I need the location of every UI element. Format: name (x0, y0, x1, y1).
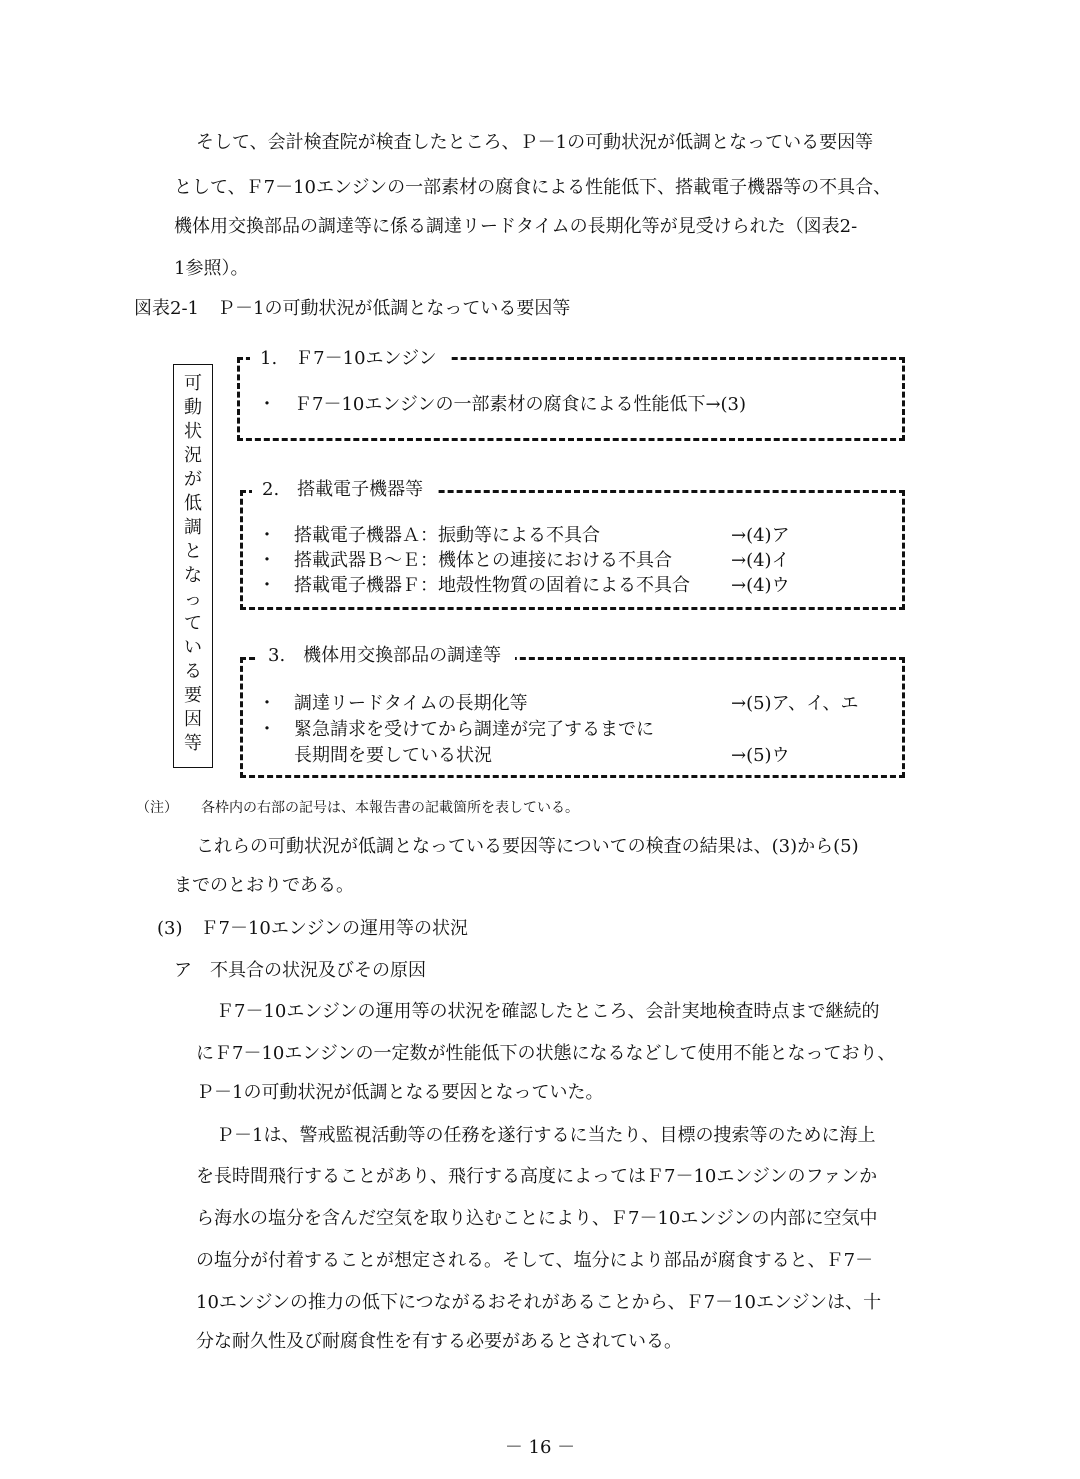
side-label-char: 可 (184, 373, 202, 394)
after-line-2: までのとおりである。 (174, 875, 354, 896)
factor-box-engine-title: 1. Ｆ7－10エンジン (250, 347, 451, 371)
list-item-bullet: ・ (258, 550, 276, 571)
para2-line-2: を長時間飛行することがあり、飛行する高度によってはＦ7－10エンジンのファンか (196, 1166, 878, 1187)
para1-line-3: Ｐ－1の可動状況が低調となる要因となっていた。 (196, 1082, 604, 1103)
side-label-char: っ (184, 589, 202, 610)
intro-line-2: として、Ｆ7－10エンジンの一部素材の腐食による性能低下、搭載電子機器等の不具合、 (174, 177, 892, 198)
list-item-text: 搭載武器Ｂ～Ｅ：機体との連接における不具合 (294, 550, 672, 571)
section-ref: →(5)ア、イ、エ (731, 693, 859, 714)
intro-line-4: 1参照）。 (174, 258, 249, 279)
figure-note-text: 各枠内の右部の記号は、本報告書の記載箇所を表している。 (201, 800, 579, 816)
list-item-bullet: ・ (258, 693, 276, 714)
para1-line-2: にＦ7－10エンジンの一定数が性能低下の状態になるなどして使用不能となっており、 (196, 1043, 896, 1064)
section-ref: →(5)ウ (731, 745, 790, 766)
figure-note-label: （注） (136, 800, 178, 816)
side-label-char: 動 (184, 397, 202, 418)
para1-line-1: Ｆ7－10エンジンの運用等の状況を確認したところ、会計実地検査時点まで継続的 (216, 1001, 880, 1022)
factor-box-electronics-title: 2. 搭載電子機器等 (252, 478, 437, 502)
side-label-char: る (184, 661, 202, 682)
section-ref: →(4)イ (731, 550, 790, 571)
list-item-text: 搭載電子機器Ｆ：地殻性物質の固着による不具合 (294, 575, 690, 596)
side-label-char: な (184, 565, 202, 586)
sub-heading: ア 不具合の状況及びその原因 (174, 960, 426, 981)
side-label-char: 要 (184, 685, 202, 706)
section-heading: (3) Ｆ7－10エンジンの運用等の状況 (157, 918, 468, 939)
figure-caption: 図表2-1 Ｐ－1の可動状況が低調となっている要因等 (134, 298, 571, 319)
list-item-text: 調達リードタイムの長期化等 (294, 693, 528, 714)
page-number: － 16 － (504, 1437, 576, 1458)
list-item-bullet: ・ (258, 394, 276, 415)
section-ref: →(4)ウ (731, 575, 790, 596)
factor-box-parts-title: 3. 機体用交換部品の調達等 (258, 644, 515, 668)
side-label-char: 状 (184, 421, 202, 442)
side-label-char: て (184, 613, 202, 634)
intro-line-1: そして、会計検査院が検査したところ、Ｐ－1の可動状況が低調となっている要因等 (196, 132, 874, 153)
side-label-char: 調 (184, 517, 202, 538)
list-item-bullet: ・ (258, 719, 276, 740)
list-item-text: 緊急請求を受けてから調達が完了するまでに (294, 719, 654, 740)
para2-line-6: 分な耐久性及び耐腐食性を有する必要があるとされている。 (196, 1331, 682, 1352)
para2-line-1: Ｐ－1は、警戒監視活動等の任務を遂行するに当たり、目標の捜索等のために海上 (216, 1125, 876, 1146)
list-item-text: 長期間を要している状況 (294, 745, 492, 766)
para2-line-3: ら海水の塩分を含んだ空気を取り込むことにより、Ｆ7－10エンジンの内部に空気中 (196, 1208, 878, 1229)
intro-line-3: 機体用交換部品の調達等に係る調達リードタイムの長期化等が見受けられた（図表2- (174, 216, 858, 237)
list-item-text: 搭載電子機器Ａ：振動等による不具合 (294, 525, 600, 546)
after-line-1: これらの可動状況が低調となっている要因等についての検査の結果は、(3)から(5) (196, 836, 859, 857)
side-label-char: と (184, 541, 202, 562)
side-label-char: い (184, 637, 202, 658)
list-item-text: Ｆ7－10エンジンの一部素材の腐食による性能低下→(3) (294, 394, 747, 415)
side-label-char: が (184, 469, 202, 490)
list-item-bullet: ・ (258, 525, 276, 546)
side-label-char: 況 (184, 445, 202, 466)
para2-line-4: の塩分が付着することが想定される。そして、塩分により部品が腐食すると、Ｆ7－ (196, 1250, 874, 1271)
list-item-bullet: ・ (258, 575, 276, 596)
side-label-char: 低 (184, 493, 202, 514)
figure-side-label (173, 364, 213, 768)
para2-line-5: 10エンジンの推力の低下につながるおそれがあることから、Ｆ7－10エンジンは、十 (196, 1292, 882, 1313)
side-label-char: 等 (184, 733, 202, 754)
side-label-char: 因 (184, 709, 202, 730)
section-ref: →(4)ア (731, 525, 790, 546)
